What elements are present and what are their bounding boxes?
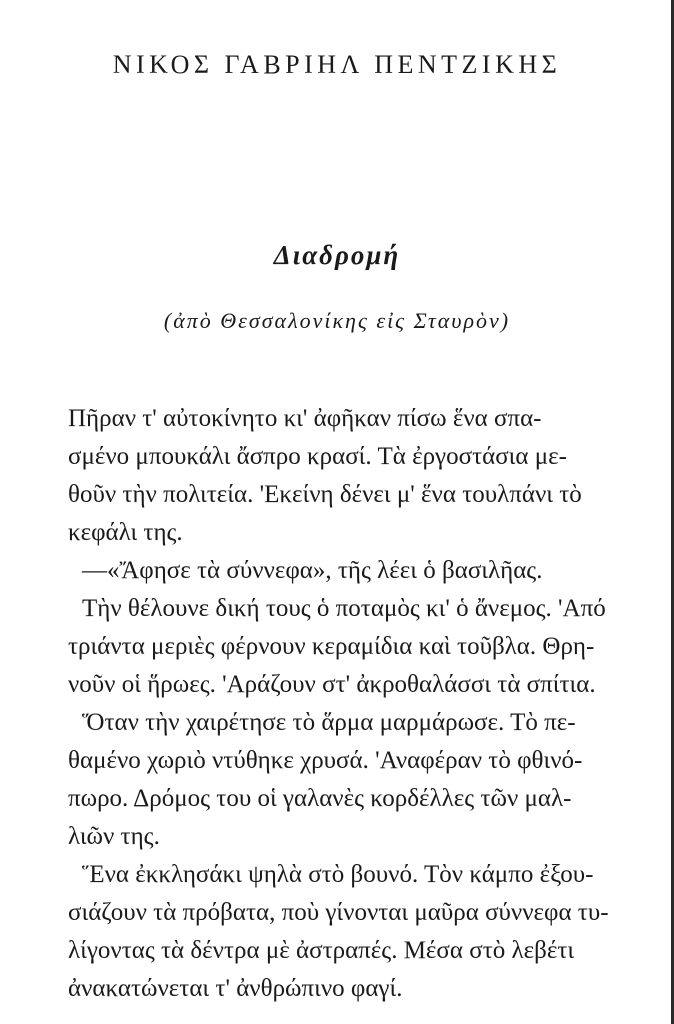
text-line: νοῦν οἱ ἥρωες. 'Αράζουν στ' ἀκροθαλάσσι τὰ σπίτια.	[68, 671, 596, 698]
poem-title: Διαδρομή	[273, 240, 401, 270]
text-line: λίγοντας τὰ δέντρα μὲ ἀστραπές. Μέσα στὸ λεβέτι	[68, 937, 575, 964]
text-line: Πῆραν τ' αὐτοκίνητο κι' ἀφῆκαν πίσω ἕνα σπα-	[68, 405, 542, 432]
text-line: τριάντα μεριὲς φέρνουν κεραμίδια καὶ τοῦβλα. Θρη-	[68, 633, 595, 660]
text-line: σμένο μπουκάλι ἄσπρο κρασί. Τὰ ἐργοστάσια με-	[68, 443, 567, 470]
text-line: —«Ἄφησε τὰ σύννεφα», τῆς λέει ὁ βασιλῆας.	[82, 557, 543, 584]
text-line: θοῦν τὴν πολιτεία. 'Εκείνη δένει μ' ἕνα τουλπάνι τὸ	[68, 481, 582, 508]
text-line: σιάζουν τὰ πρόβατα, ποὺ γίνονται μαῦρα σύννεφα τυ-	[68, 899, 609, 926]
text-line: ἀνακατώνεται τ' ἀνθρώπινο φαγί.	[68, 975, 403, 1002]
text-line: Τὴν θέλουνε δική τους ὁ ποταμὸς κι' ὁ ἄνεμος. 'Από	[82, 595, 606, 622]
text-line: κεφάλι της.	[68, 519, 183, 546]
text-line: Ἕνα ἐκκλησάκι ψηλὰ στὸ βουνό. Τὸν κάμπο ἐξου-	[82, 861, 594, 888]
text-line: θαμένο χωριὸ ντύθηκε χρυσά. 'Αναφέραν τὸ φθινό-	[68, 747, 583, 774]
poem-subtitle: (ἀπὸ Θεσσαλονίκης εἰς Σταυρὸν)	[163, 308, 511, 333]
author-name: ΝΙΚΟΣ ΓΑΒΡΙΗΛ ΠΕΝΤΖΙΚΗΣ	[112, 50, 562, 79]
text-line: πωρο. Δρόμος του οἱ γαλανὲς κορδέλλες τῶν μαλ-	[68, 785, 572, 812]
text-line: Ὅταν τὴν χαιρέτησε τὸ ἅρμα μαρμάρωσε. Τὸ πε-	[82, 709, 576, 736]
text-line: λιῶν της.	[68, 823, 160, 850]
